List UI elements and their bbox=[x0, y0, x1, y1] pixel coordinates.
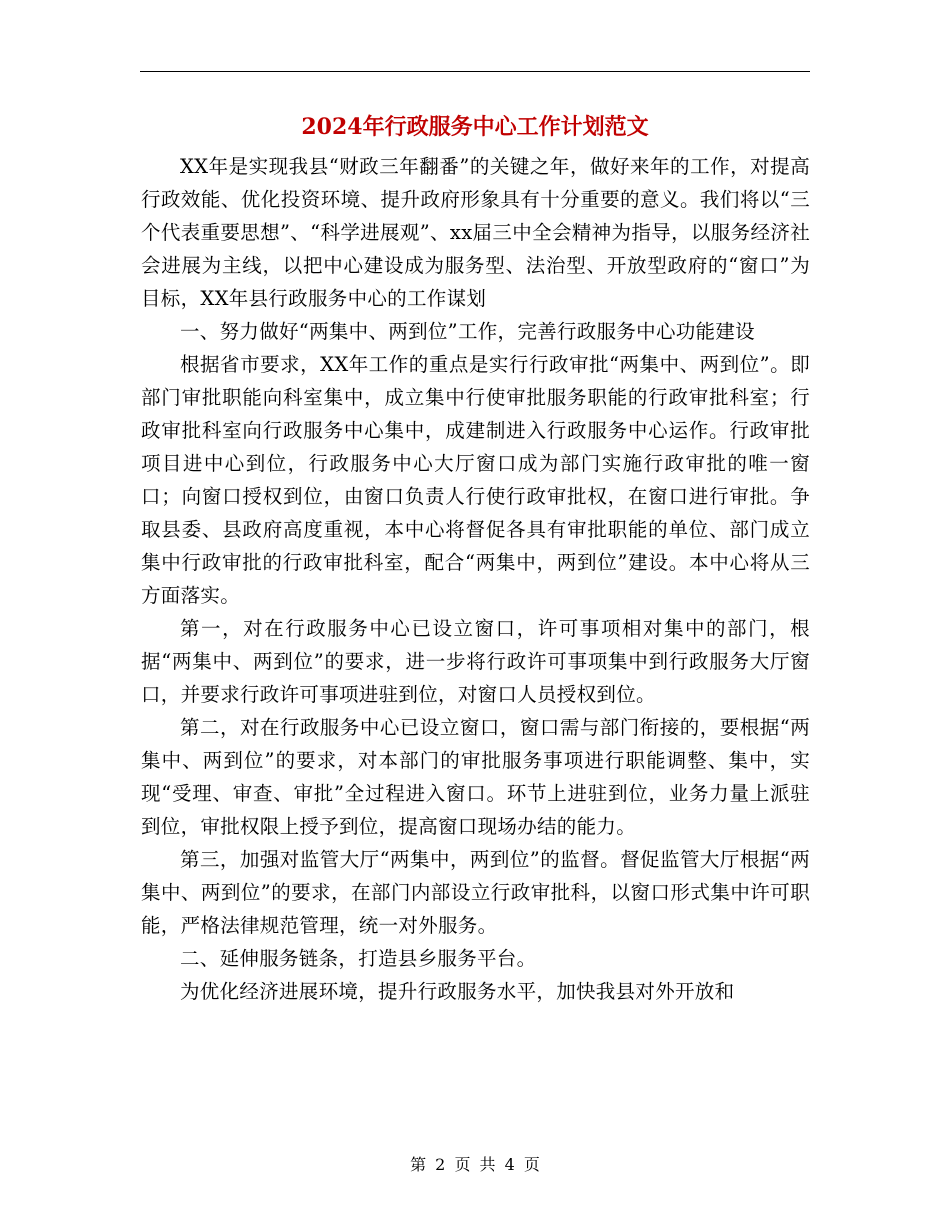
document-body bbox=[141, 150, 810, 1008]
document-title: 2024年行政服务中心工作计划范文 bbox=[301, 114, 649, 140]
paragraph-third: 第三，加强对监管大厅“两集中，两到位”的监督。督促监管大厅根据“两集中、两到位”的要求，在部门内部设立行政审批科，以窗口形式集中许可职能，严格法律规范管理，统一对外服务。 bbox=[141, 848, 810, 937]
section-heading-1: 一、努力做好“两集中、两到位”工作，完善行政服务中心功能建设 bbox=[180, 320, 755, 343]
paragraph-second: 第二，对在行政服务中心已设立窗口，窗口需与部门衔接的，要根据“两集中、两到位”的要求，对本部门的审批服务事项进行职能调整、集中，实现“受理、审查、审批”全过程进入窗口。环节上进驻到位，业务力量上派驻到位，审批权限上授予到位，提高窗口现场办结的能力。 bbox=[141, 716, 810, 838]
paragraph-optimize: 为优化经济进展环境，提升行政服务水平，加快我县对外开放和 bbox=[180, 980, 735, 1003]
paragraph-requirements: 根据省市要求，XX年工作的重点是实行行政审批“两集中、两到位”。即部门审批职能向科室集中，成立集中行使审批服务职能的行政审批科室；行政审批科室向行政服务中心集中，成建制进入行政服务中心运作。行政审批项目进中心到位，行政服务中心大厅窗口成为部门实施行政审批的唯一窗口；向窗口授权到位，由窗口负责人行使行政审批权，在窗口进行审批。争取县委、县政府高度重视，本中心将督促各具有审批职能的单位、部门成立集中行政审批的行政审批科室，配合“两集中，两到位”建设。本中心将从三方面落实。 bbox=[141, 353, 810, 607]
section-heading-2: 二、延伸服务链条，打造县乡服务平台。 bbox=[180, 947, 537, 970]
header-rule bbox=[140, 71, 810, 72]
page-number-footer: 第 2 页 共 4 页 bbox=[410, 1155, 540, 1174]
paragraph-first: 第一，对在行政服务中心已设立窗口，许可事项相对集中的部门，根据“两集中、两到位”的要求，进一步将行政许可事项集中到行政服务大厅窗口，并要求行政许可事项进驻到位，对窗口人员授权到位。 bbox=[141, 617, 810, 706]
paragraph-intro: XX年是实现我县“财政三年翻番”的关键之年，做好来年的工作，对提高行政效能、优化投资环境、提升政府形象具有十分重要的意义。我们将以“三个代表重要思想”、“科学进展观”、xx届三中全会精神为指导，以服务经济社会进展为主线，以把中心建设成为服务型、法治型、开放型政府的“窗口”为目标，XX年县行政服务中心的工作谋划 bbox=[141, 155, 810, 310]
